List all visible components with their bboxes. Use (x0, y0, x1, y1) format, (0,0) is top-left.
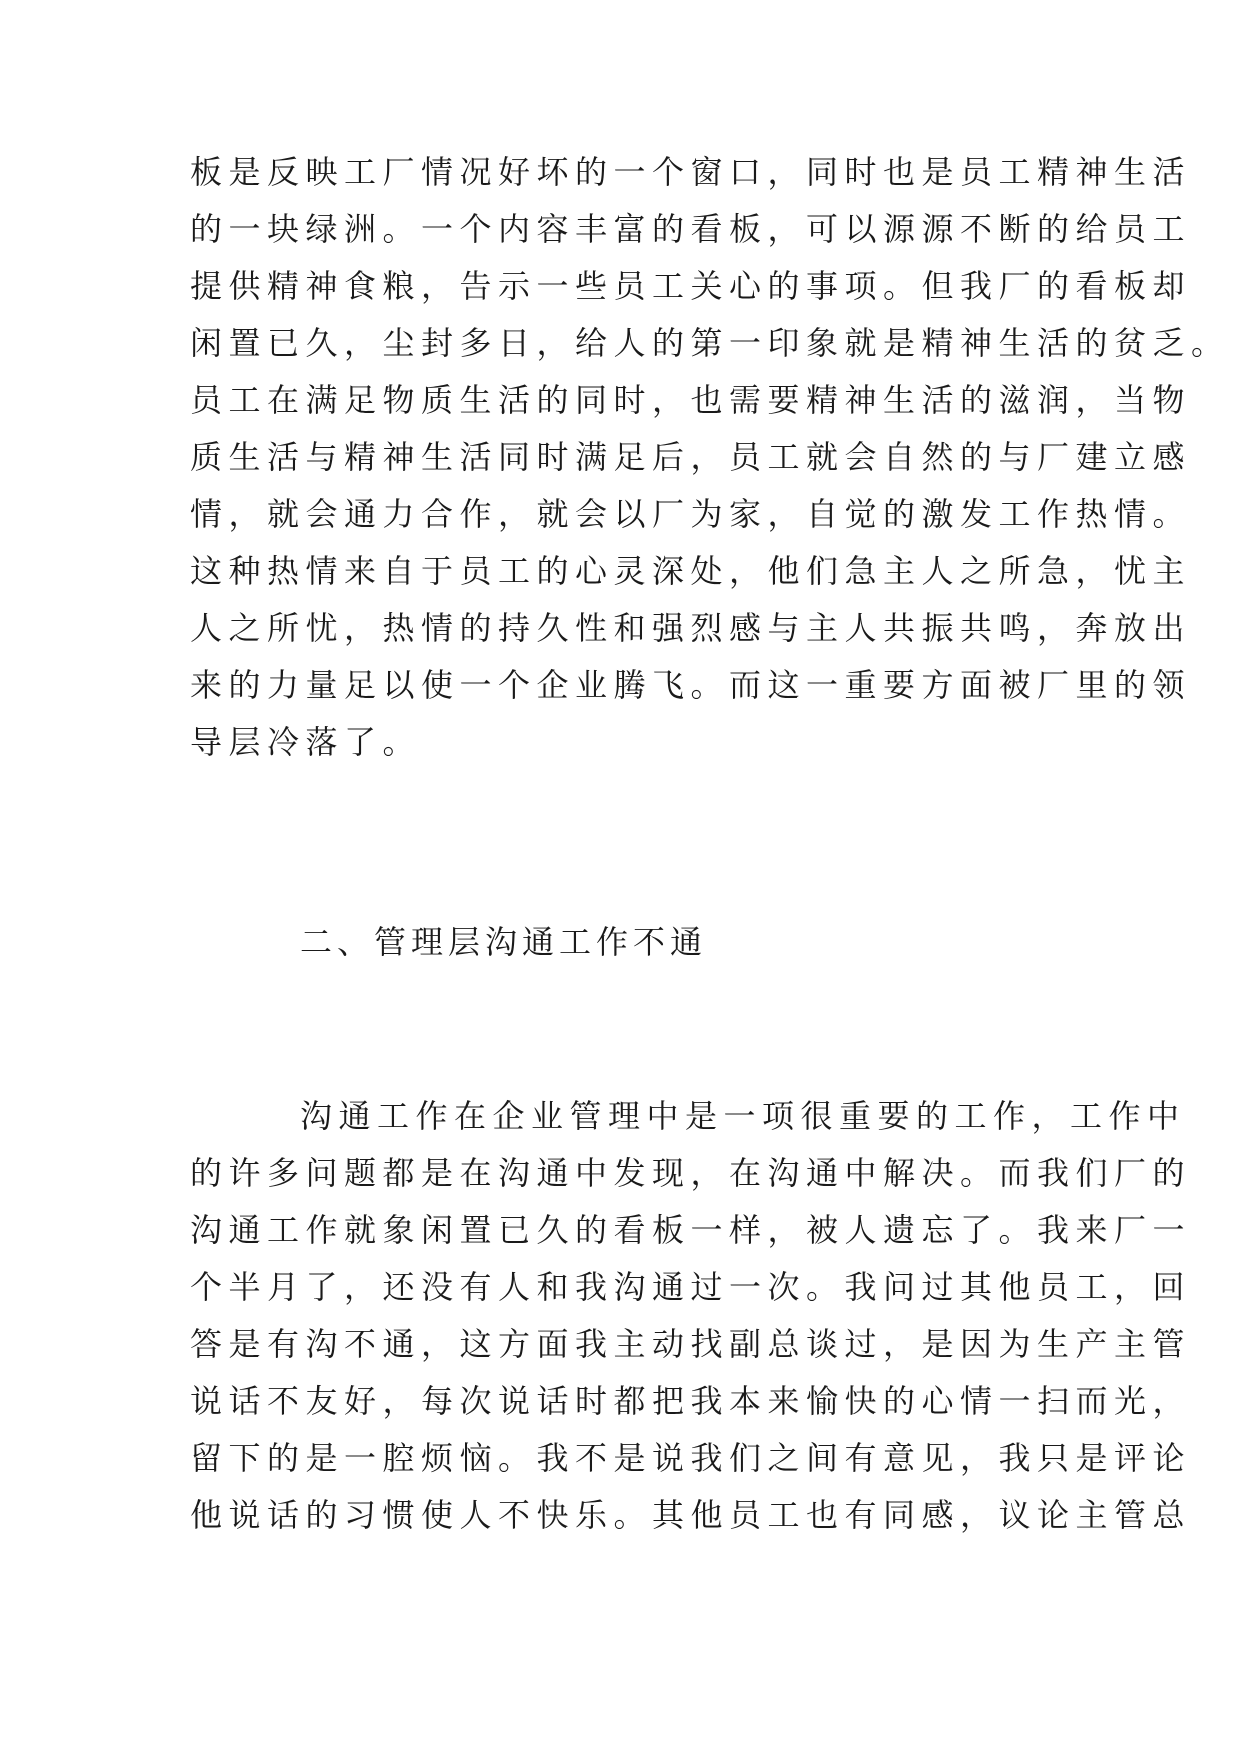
paragraph-line: 质生活与精神生活同时满足后，员工就会自然的与厂建立感 (190, 438, 1192, 476)
paragraph-line: 留下的是一腔烦恼。我不是说我们之间有意见，我只是评论 (190, 1439, 1192, 1477)
paragraph-line: 的一块绿洲。一个内容丰富的看板，可以源源不断的给员工 (190, 210, 1192, 248)
paragraph-line: 来的力量足以使一个企业腾飞。而这一重要方面被厂里的领 (190, 666, 1192, 704)
section-heading: 二、管理层沟通工作不通 (300, 923, 708, 961)
paragraph-line: 情，就会通力合作，就会以厂为家，自觉的激发工作热情。 (190, 495, 1192, 533)
paragraph-line: 员工在满足物质生活的同时，也需要精神生活的滋润，当物 (190, 381, 1192, 419)
paragraph-line: 他说话的习惯使人不快乐。其他员工也有同感，议论主管总 (190, 1496, 1192, 1534)
paragraph-line: 的许多问题都是在沟通中发现，在沟通中解决。而我们厂的 (190, 1154, 1192, 1192)
paragraph-line: 闲置已久，尘封多日，给人的第一印象就是精神生活的贫乏。 (190, 324, 1230, 362)
paragraph-line: 导层冷落了。 (190, 723, 422, 761)
paragraph-line: 板是反映工厂情况好坏的一个窗口，同时也是员工精神生活 (190, 153, 1192, 191)
paragraph-line: 提供精神食粮，告示一些员工关心的事项。但我厂的看板却 (190, 267, 1192, 305)
paragraph-line: 说话不友好，每次说话时都把我本来愉快的心情一扫而光， (190, 1382, 1192, 1420)
paragraph-line: 沟通工作就象闲置已久的看板一样，被人遗忘了。我来厂一 (190, 1211, 1192, 1249)
paragraph-line: 个半月了，还没有人和我沟通过一次。我问过其他员工，回 (190, 1268, 1192, 1306)
paragraph-line: 沟通工作在企业管理中是一项很重要的工作，工作中 (300, 1097, 1186, 1135)
paragraph-line: 人之所忧，热情的持久性和强烈感与主人共振共鸣，奔放出 (190, 609, 1192, 647)
paragraph-line: 这种热情来自于员工的心灵深处，他们急主人之所急，忧主 (190, 552, 1192, 590)
paragraph-line: 答是有沟不通，这方面我主动找副总谈过，是因为生产主管 (190, 1325, 1192, 1363)
